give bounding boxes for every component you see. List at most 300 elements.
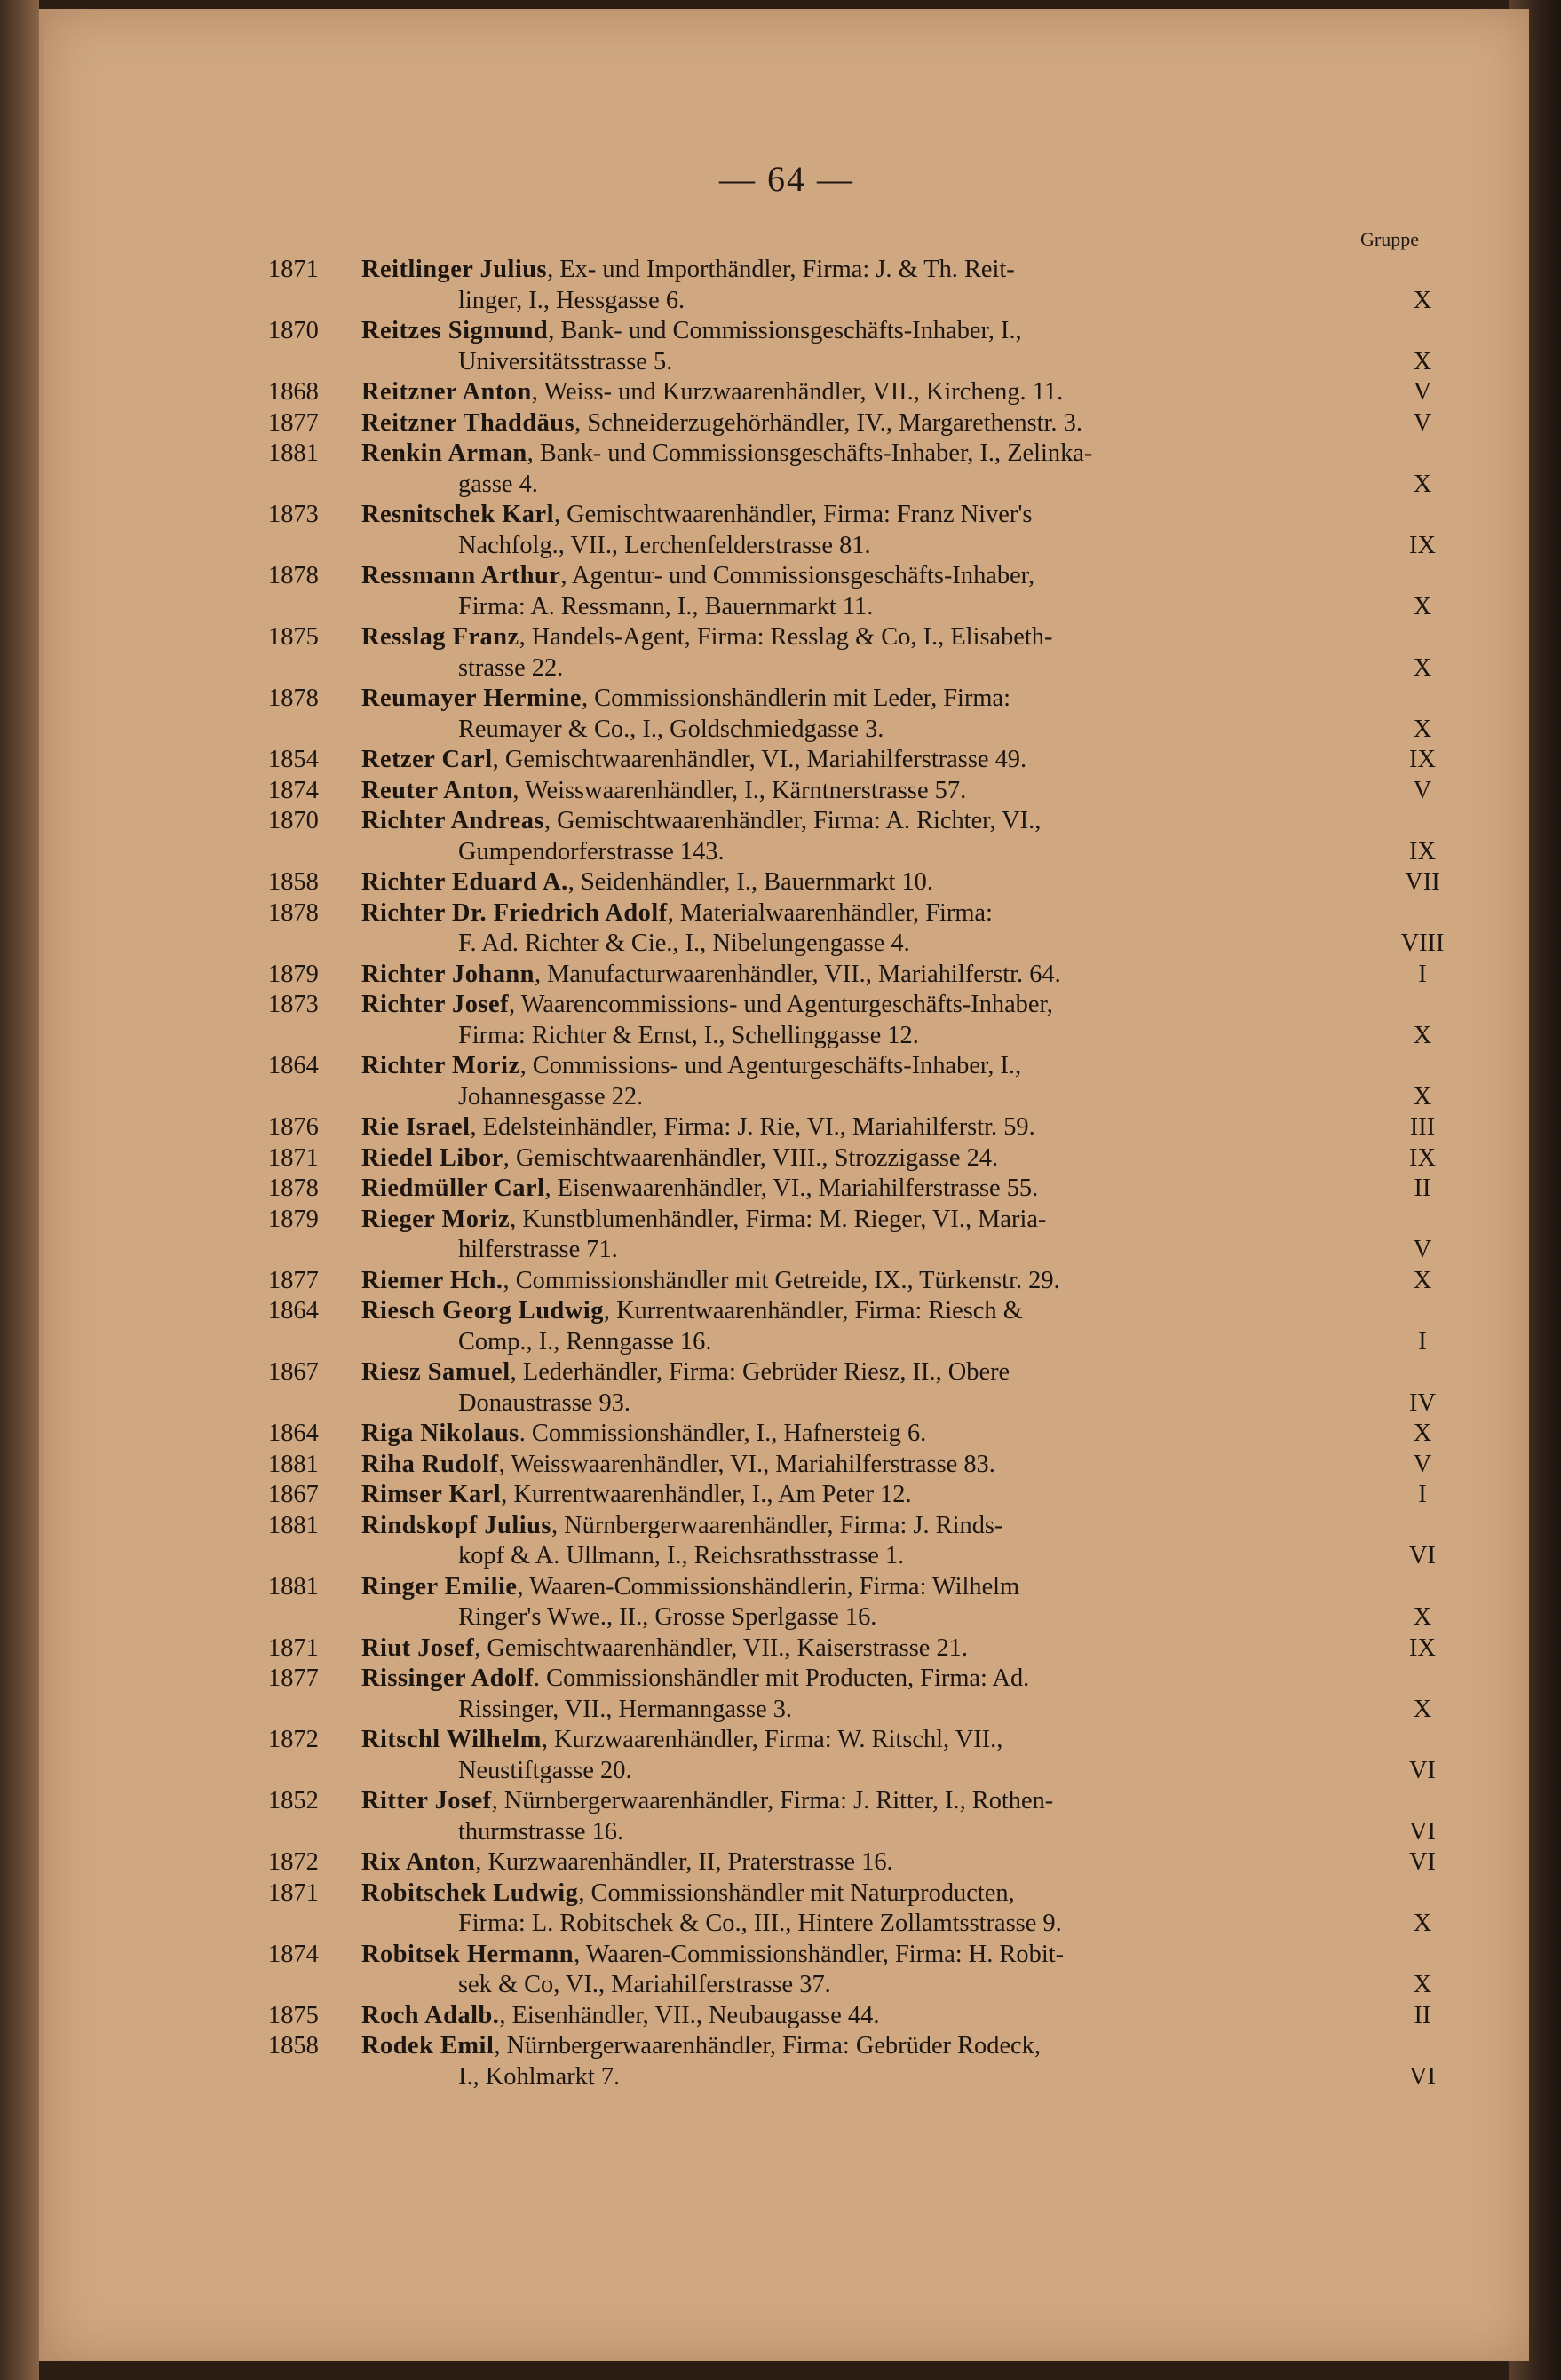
entry-name: Reitzes Sigmund xyxy=(361,317,549,344)
entry-year: 1878 xyxy=(268,684,319,712)
entry-description: , Lederhändler, Firma: Gebrüder Riesz, II., Obere xyxy=(510,1358,1010,1386)
entry-description: , Commissions- und Agenturgeschäfts-Inhaber, I., xyxy=(519,1052,1022,1079)
entry-text xyxy=(361,898,1378,929)
entry-group: VI xyxy=(1409,2062,1436,2091)
entry-line xyxy=(44,1235,1529,1266)
entry-line xyxy=(44,2031,1529,2062)
entry-continuation: kopf & A. Ullmann, I., Reichsrathsstrasse 1. xyxy=(458,1542,905,1570)
entry-line xyxy=(44,1205,1529,1236)
entry-name: Richter Eduard A. xyxy=(361,868,568,896)
entry-name: Resnitschek Karl xyxy=(361,501,554,528)
directory-entry xyxy=(44,2031,1529,2092)
directory-entry xyxy=(44,622,1529,684)
entry-group: IX xyxy=(1409,746,1436,773)
entry-text xyxy=(361,990,1378,1021)
entry-continuation: linger, I., Hessgasse 6. xyxy=(458,286,685,314)
entry-line xyxy=(44,1940,1529,1971)
entry-group: X xyxy=(1413,286,1432,314)
entry-continuation: Rissinger, VII., Hermanngasse 3. xyxy=(458,1695,793,1723)
entry-text xyxy=(361,1572,1378,1603)
entry-description: , Gemischtwaarenhändler, VI., Mariahilferstrasse 49. xyxy=(492,746,1027,773)
directory-entry xyxy=(44,1051,1529,1112)
entry-year: 1872 xyxy=(268,1726,319,1753)
entry-description: , Kurzwaarenhändler, Firma: W. Ritschl, VII., xyxy=(541,1726,1003,1753)
entry-line xyxy=(44,286,1529,317)
entry-description: , Kurrentwaarenhändler, Firma: Riesch & xyxy=(603,1297,1023,1324)
entry-continuation: gasse 4. xyxy=(458,470,538,498)
entry-year: 1881 xyxy=(268,1572,319,1601)
entry-year: 1870 xyxy=(268,807,319,834)
entry-text xyxy=(361,377,1378,408)
entry-line xyxy=(44,1480,1529,1511)
entry-year: 1881 xyxy=(268,1450,319,1478)
entry-line xyxy=(44,1051,1529,1082)
entry-text xyxy=(361,1174,1378,1205)
entry-name: Rindskopf Julius xyxy=(361,1511,551,1539)
entry-name: Richter Josef xyxy=(361,991,510,1018)
directory-entry xyxy=(44,745,1529,776)
directory-entry xyxy=(44,255,1529,316)
entry-line xyxy=(44,408,1529,439)
entry-year: 1872 xyxy=(268,1848,319,1876)
entry-name: Retzer Carl xyxy=(361,746,493,773)
entry-description: , Weisswaarenhändler, VI., Mariahilferstrasse 83. xyxy=(498,1450,995,1478)
entry-name: Reumayer Hermine xyxy=(361,684,582,712)
directory-entry xyxy=(44,1143,1529,1174)
directory-entry xyxy=(44,1112,1529,1143)
entry-description: , Bank- und Commissionsgeschäfts-Inhaber, I., Zelinka- xyxy=(527,439,1093,467)
entry-continuation: sek & Co, VI., Mariahilferstrasse 37. xyxy=(458,1971,831,1998)
entry-year: 1873 xyxy=(268,991,319,1018)
entry-group: II xyxy=(1414,2001,1431,2029)
page-number: — 64 — xyxy=(719,159,854,199)
directory-entry xyxy=(44,1847,1529,1878)
entry-line xyxy=(44,745,1529,776)
entry-year: 1874 xyxy=(268,1940,319,1968)
entry-name: Rissinger Adolf xyxy=(361,1664,534,1692)
entry-group: I xyxy=(1418,1481,1427,1508)
entry-text xyxy=(361,1357,1378,1388)
entry-name: Ritter Josef xyxy=(361,1787,492,1815)
entry-name: Rimser Karl xyxy=(361,1481,502,1508)
entry-group: X xyxy=(1413,1971,1432,1998)
directory-entry xyxy=(44,1940,1529,2001)
entry-group: X xyxy=(1413,470,1432,498)
entry-group: V xyxy=(1413,1450,1432,1478)
entry-year: 1881 xyxy=(268,1511,319,1539)
entry-description: , Commissionshändler mit Getreide, IX., Türkenstr. 29. xyxy=(503,1266,1060,1294)
entry-text xyxy=(361,1940,1378,1971)
entry-group: X xyxy=(1413,653,1432,682)
directory-entry xyxy=(44,1419,1529,1450)
entry-continuation: Nachfolg., VII., Lerchenfelderstrasse 81. xyxy=(458,531,871,559)
entry-year: 1867 xyxy=(268,1358,319,1386)
entry-continuation: Donaustrasse 93. xyxy=(458,1388,630,1417)
entry-year: 1871 xyxy=(268,256,319,283)
directory-entry xyxy=(44,1450,1529,1481)
entry-description: , Manufacturwaarenhändler, VII., Mariahilferstr. 64. xyxy=(534,960,1061,988)
directory-entry xyxy=(44,500,1529,561)
entry-line xyxy=(44,622,1529,653)
entry-line xyxy=(44,1327,1529,1358)
entry-group: X xyxy=(1413,592,1432,621)
entry-name: Rie Israel xyxy=(361,1113,471,1141)
entry-group: VI xyxy=(1409,1848,1436,1876)
entry-line xyxy=(44,653,1529,684)
entry-group: X xyxy=(1413,1266,1432,1294)
entry-year: 1874 xyxy=(268,776,319,804)
entry-description: , Edelsteinhändler, Firma: J. Rie, VI., Mariahilferstr. 59. xyxy=(470,1113,1035,1141)
entry-name: Richter Andreas xyxy=(361,807,544,834)
entry-group: X xyxy=(1413,1603,1432,1631)
entry-line xyxy=(44,1511,1529,1542)
entry-group: VIII xyxy=(1400,929,1445,957)
entry-year: 1875 xyxy=(268,623,319,651)
entry-line xyxy=(44,1633,1529,1664)
entry-name: Rieger Moriz xyxy=(361,1205,511,1233)
entry-description: , Nürnbergerwaarenhändler, Firma: J. Ritter, I., Rothen- xyxy=(491,1787,1054,1815)
entry-year: 1879 xyxy=(268,1205,319,1233)
directory-entry xyxy=(44,990,1529,1051)
entry-line xyxy=(44,1817,1529,1848)
entry-group: VII xyxy=(1405,868,1440,896)
entry-name: Reitzner Anton xyxy=(361,378,532,406)
entry-continuation: Neustiftgasse 20. xyxy=(458,1756,632,1784)
entry-group: IX xyxy=(1409,837,1436,866)
entry-year: 1864 xyxy=(268,1419,319,1447)
entry-group: I xyxy=(1418,1327,1427,1356)
entry-text xyxy=(361,500,1378,531)
entry-description: , Nürnbergerwaarenhändler, Firma: J. Rinds- xyxy=(551,1511,1003,1539)
entry-year: 1870 xyxy=(268,317,319,344)
entry-text xyxy=(361,1143,1378,1174)
entry-description: , Schneiderzugehörhändler, IV., Margarethenstr. 3. xyxy=(574,408,1082,437)
entry-name: Richter Moriz xyxy=(361,1052,520,1079)
entry-continuation: I., Kohlmarkt 7. xyxy=(458,2062,621,2091)
entry-continuation: Firma: Richter & Ernst, I., Schellinggasse 12. xyxy=(458,1021,919,1049)
entry-group: VI xyxy=(1409,1756,1436,1784)
entry-line xyxy=(44,960,1529,991)
entry-continuation: Ringer's Wwe., II., Grosse Sperlgasse 16. xyxy=(458,1603,877,1631)
entry-description: , Weiss- und Kurzwaarenhändler, VII., Kircheng. 11. xyxy=(531,378,1064,406)
entry-year: 1876 xyxy=(268,1113,319,1141)
entry-description: , Eisenhändler, VII., Neubaugasse 44. xyxy=(499,2001,880,2029)
entry-line xyxy=(44,592,1529,623)
entry-text xyxy=(361,2001,1378,2032)
entry-year: 1854 xyxy=(268,746,319,773)
directory-entry xyxy=(44,561,1529,622)
entry-name: Riha Rudolf xyxy=(361,1450,499,1478)
entry-year: 1879 xyxy=(268,960,319,988)
entry-line xyxy=(44,1847,1529,1878)
entry-name: Riga Nikolaus xyxy=(361,1419,519,1447)
entry-year: 1877 xyxy=(268,1266,319,1294)
entry-text xyxy=(361,867,1378,898)
entry-description: . Commissionshändler, I., Hafnersteig 6. xyxy=(519,1419,927,1447)
entry-line xyxy=(44,1357,1529,1388)
entry-text xyxy=(361,960,1378,991)
directory-entry xyxy=(44,1878,1529,1940)
entry-text xyxy=(361,1051,1378,1082)
entry-line xyxy=(44,684,1529,715)
entry-continuation: Comp., I., Renngasse 16. xyxy=(458,1327,712,1356)
directory-entry xyxy=(44,806,1529,867)
entry-description: , Gemischtwaarenhändler, Firma: Franz Niver's xyxy=(553,501,1033,528)
directory-entry xyxy=(44,1725,1529,1786)
directory-entry xyxy=(44,439,1529,500)
entry-continuation: hilferstrasse 71. xyxy=(458,1236,618,1263)
entry-line xyxy=(44,1909,1529,1940)
entry-description: , Gemischtwaarenhändler, VIII., Strozzigasse 24. xyxy=(503,1143,999,1172)
directory-entry xyxy=(44,2001,1529,2032)
entry-year: 1881 xyxy=(268,439,319,467)
entry-description: , Gemischtwaarenhändler, VII., Kaiserstrasse 21. xyxy=(474,1633,968,1662)
directory-entry xyxy=(44,1572,1529,1633)
entry-line xyxy=(44,1450,1529,1481)
entry-line xyxy=(44,1695,1529,1726)
entry-description: , Kurrentwaarenhändler, I., Am Peter 12. xyxy=(501,1481,912,1508)
entry-line xyxy=(44,500,1529,531)
entry-year: 1858 xyxy=(268,2032,319,2060)
entry-description: , Commissionshändler mit Naturproducten, xyxy=(578,1878,1015,1907)
entry-group: V xyxy=(1413,408,1432,437)
directory-entry xyxy=(44,1205,1529,1266)
entry-text xyxy=(361,776,1378,807)
entry-text xyxy=(361,1664,1378,1695)
entry-text xyxy=(361,622,1378,653)
entry-text xyxy=(361,316,1378,347)
entry-text xyxy=(361,1419,1378,1450)
entry-year: 1868 xyxy=(268,378,319,406)
entry-description: , Gemischtwaarenhändler, Firma: A. Richter, VI., xyxy=(543,807,1042,834)
entry-description: , Eisenwaarenhändler, VI., Mariahilferstrasse 55. xyxy=(544,1174,1039,1202)
entry-line xyxy=(44,867,1529,898)
entry-line xyxy=(44,1878,1529,1910)
entry-name: Resslag Franz xyxy=(361,623,519,651)
directory-entry xyxy=(44,1296,1529,1357)
entry-year: 1871 xyxy=(268,1633,319,1662)
entry-name: Rix Anton xyxy=(361,1848,476,1876)
entry-text xyxy=(361,1878,1378,1910)
entry-year: 1867 xyxy=(268,1481,319,1508)
entry-text xyxy=(361,561,1378,592)
entry-name: Renkin Arman xyxy=(361,439,527,467)
entry-name: Rodek Emil xyxy=(361,2032,495,2060)
entry-year: 1878 xyxy=(268,1174,319,1202)
entry-line xyxy=(44,1419,1529,1450)
directory-entry xyxy=(44,684,1529,745)
entry-line xyxy=(44,347,1529,378)
directory-entry xyxy=(44,867,1529,898)
entry-name: Roch Adalb. xyxy=(361,2001,500,2029)
directory-entry xyxy=(44,408,1529,439)
entry-year: 1864 xyxy=(268,1297,319,1324)
entry-text xyxy=(361,1296,1378,1327)
entry-line xyxy=(44,1541,1529,1572)
entry-line xyxy=(44,1786,1529,1817)
entry-group: VI xyxy=(1409,1817,1436,1846)
entry-continuation: F. Ad. Richter & Cie., I., Nibelungengasse 4. xyxy=(458,929,910,957)
entry-text xyxy=(361,2031,1378,2062)
entry-line xyxy=(44,1572,1529,1603)
entry-group: V xyxy=(1413,378,1432,406)
entry-line xyxy=(44,898,1529,929)
entry-continuation: Reumayer & Co., I., Goldschmiedgasse 3. xyxy=(458,715,884,743)
entry-description: , Waaren-Commissionshändlerin, Firma: Wilhelm xyxy=(517,1572,1020,1601)
entry-name: Riesz Samuel xyxy=(361,1358,511,1386)
directory-entry xyxy=(44,776,1529,807)
directory-entry xyxy=(44,1266,1529,1297)
entry-text xyxy=(361,1266,1378,1297)
entry-line xyxy=(44,1602,1529,1633)
entry-line xyxy=(44,561,1529,592)
entry-description: , Kurzwaarenhändler, II, Praterstrasse 16. xyxy=(475,1848,893,1876)
entry-line xyxy=(44,1725,1529,1756)
entry-group: VI xyxy=(1409,1542,1436,1570)
entry-year: 1871 xyxy=(268,1143,319,1172)
entry-group: X xyxy=(1413,1695,1432,1723)
entry-description: , Commissionshändlerin mit Leder, Firma: xyxy=(581,684,1010,712)
entry-line xyxy=(44,1174,1529,1205)
directory-entry xyxy=(44,377,1529,408)
entry-continuation: Universitätsstrasse 5. xyxy=(458,347,673,376)
entry-text xyxy=(361,439,1378,470)
entry-name: Robitschek Ludwig xyxy=(361,1878,579,1907)
entry-name: Riedel Libor xyxy=(361,1143,503,1172)
entry-line xyxy=(44,377,1529,408)
entry-group: I xyxy=(1418,960,1427,988)
entry-line xyxy=(44,1756,1529,1787)
directory-entry xyxy=(44,1664,1529,1725)
entry-year: 1877 xyxy=(268,1664,319,1692)
entry-name: Richter Johann xyxy=(361,960,535,988)
entry-group: X xyxy=(1413,347,1432,376)
directory-entry xyxy=(44,1511,1529,1572)
entry-name: Reitzner Thaddäus xyxy=(361,408,575,437)
entry-continuation: Firma: L. Robitschek & Co., III., Hintere Zollamtsstrasse 9. xyxy=(458,1910,1062,1937)
entry-continuation: thurmstrasse 16. xyxy=(458,1817,624,1846)
entry-year: 1858 xyxy=(268,868,319,896)
entry-description: , Ex- und Importhändler, Firma: J. & Th. Reit- xyxy=(547,256,1015,283)
entry-text xyxy=(361,1786,1378,1817)
entry-line xyxy=(44,1143,1529,1174)
entry-continuation: Johannesgasse 22. xyxy=(458,1082,644,1111)
entry-name: Riemer Hch. xyxy=(361,1266,503,1294)
entry-line xyxy=(44,715,1529,746)
entry-group: V xyxy=(1413,776,1432,804)
entry-year: 1877 xyxy=(268,408,319,437)
entry-line xyxy=(44,439,1529,470)
entry-text xyxy=(361,1511,1378,1542)
directory-entry xyxy=(44,316,1529,377)
entry-line xyxy=(44,990,1529,1021)
entry-line xyxy=(44,1082,1529,1113)
entry-group: IX xyxy=(1409,1143,1436,1172)
entry-description: , Bank- und Commissionsgeschäfts-Inhaber, I., xyxy=(548,317,1022,344)
entry-text xyxy=(361,745,1378,776)
entry-line xyxy=(44,929,1529,960)
directory-entry xyxy=(44,898,1529,960)
group-column-header: Gruppe xyxy=(1360,228,1419,250)
entry-year: 1878 xyxy=(268,562,319,589)
entry-line xyxy=(44,1388,1529,1419)
entry-name: Robitsek Hermann xyxy=(361,1940,574,1968)
entry-line xyxy=(44,776,1529,807)
entry-group: X xyxy=(1413,1419,1432,1447)
entry-description: , Weisswaarenhändler, I., Kärntnerstrasse 57. xyxy=(512,776,967,804)
entry-name: Riedmüller Carl xyxy=(361,1174,545,1202)
entry-name: Ritschl Wilhelm xyxy=(361,1726,542,1753)
entry-line xyxy=(44,1021,1529,1052)
entry-line xyxy=(44,531,1529,562)
entry-group: III xyxy=(1409,1113,1436,1141)
page-left-edge xyxy=(0,0,39,2380)
directory-entries xyxy=(44,255,1529,2092)
entry-line xyxy=(44,1970,1529,2001)
entry-line xyxy=(44,837,1529,868)
entry-text xyxy=(361,1450,1378,1481)
entry-text xyxy=(361,806,1378,837)
entry-name: Richter Dr. Friedrich Adolf xyxy=(361,898,668,927)
entry-year: 1864 xyxy=(268,1052,319,1079)
entry-line xyxy=(44,316,1529,347)
entry-description: . Commissionshändler mit Producten, Firma: Ad. xyxy=(533,1664,1030,1692)
entry-description: , Nürnbergerwaarenhändler, Firma: Gebrüder Rodeck, xyxy=(494,2032,1041,2060)
entry-line xyxy=(44,1112,1529,1143)
entry-description: , Materialwaarenhändler, Firma: xyxy=(667,898,993,927)
entry-line xyxy=(44,255,1529,286)
entry-year: 1873 xyxy=(268,501,319,528)
entry-group: X xyxy=(1413,1021,1432,1049)
entry-line xyxy=(44,1664,1529,1695)
directory-entry xyxy=(44,1174,1529,1205)
entry-line xyxy=(44,1266,1529,1297)
entry-continuation: Firma: A. Ressmann, I., Bauernmarkt 11. xyxy=(458,592,874,621)
entry-description: , Handels-Agent, Firma: Resslag & Co, I., Elisabeth- xyxy=(519,623,1053,651)
entry-group: IX xyxy=(1409,1633,1436,1662)
entry-description: , Agentur- und Commissionsgeschäfts-Inhaber, xyxy=(560,562,1035,589)
entry-text xyxy=(361,684,1378,715)
directory-entry xyxy=(44,1786,1529,1847)
entry-name: Reitlinger Julius xyxy=(361,256,548,283)
entry-description: , Waaren-Commissionshändler, Firma: H. Robit- xyxy=(574,1940,1065,1968)
entry-group: IX xyxy=(1409,531,1436,559)
entry-name: Riesch Georg Ludwig xyxy=(361,1297,604,1324)
entry-group: II xyxy=(1414,1174,1431,1202)
entry-year: 1871 xyxy=(268,1878,319,1907)
entry-text xyxy=(361,408,1378,439)
entry-line xyxy=(44,2001,1529,2032)
directory-entry xyxy=(44,960,1529,991)
entry-name: Reuter Anton xyxy=(361,776,513,804)
entry-name: Ringer Emilie xyxy=(361,1572,518,1601)
entry-line xyxy=(44,1296,1529,1327)
entry-line xyxy=(44,470,1529,501)
entry-name: Riut Josef xyxy=(361,1633,475,1662)
book-page xyxy=(39,9,1529,2361)
entry-year: 1852 xyxy=(268,1787,319,1815)
entry-continuation: Gumpendorferstrasse 143. xyxy=(458,837,725,866)
directory-entry xyxy=(44,1633,1529,1664)
entry-continuation: strasse 22. xyxy=(458,653,564,682)
directory-entry xyxy=(44,1357,1529,1419)
entry-line xyxy=(44,806,1529,837)
entry-text xyxy=(361,1480,1378,1511)
directory-entry xyxy=(44,1480,1529,1511)
entry-group: X xyxy=(1413,715,1432,743)
entry-text xyxy=(361,1112,1378,1143)
entry-year: 1875 xyxy=(268,2001,319,2029)
